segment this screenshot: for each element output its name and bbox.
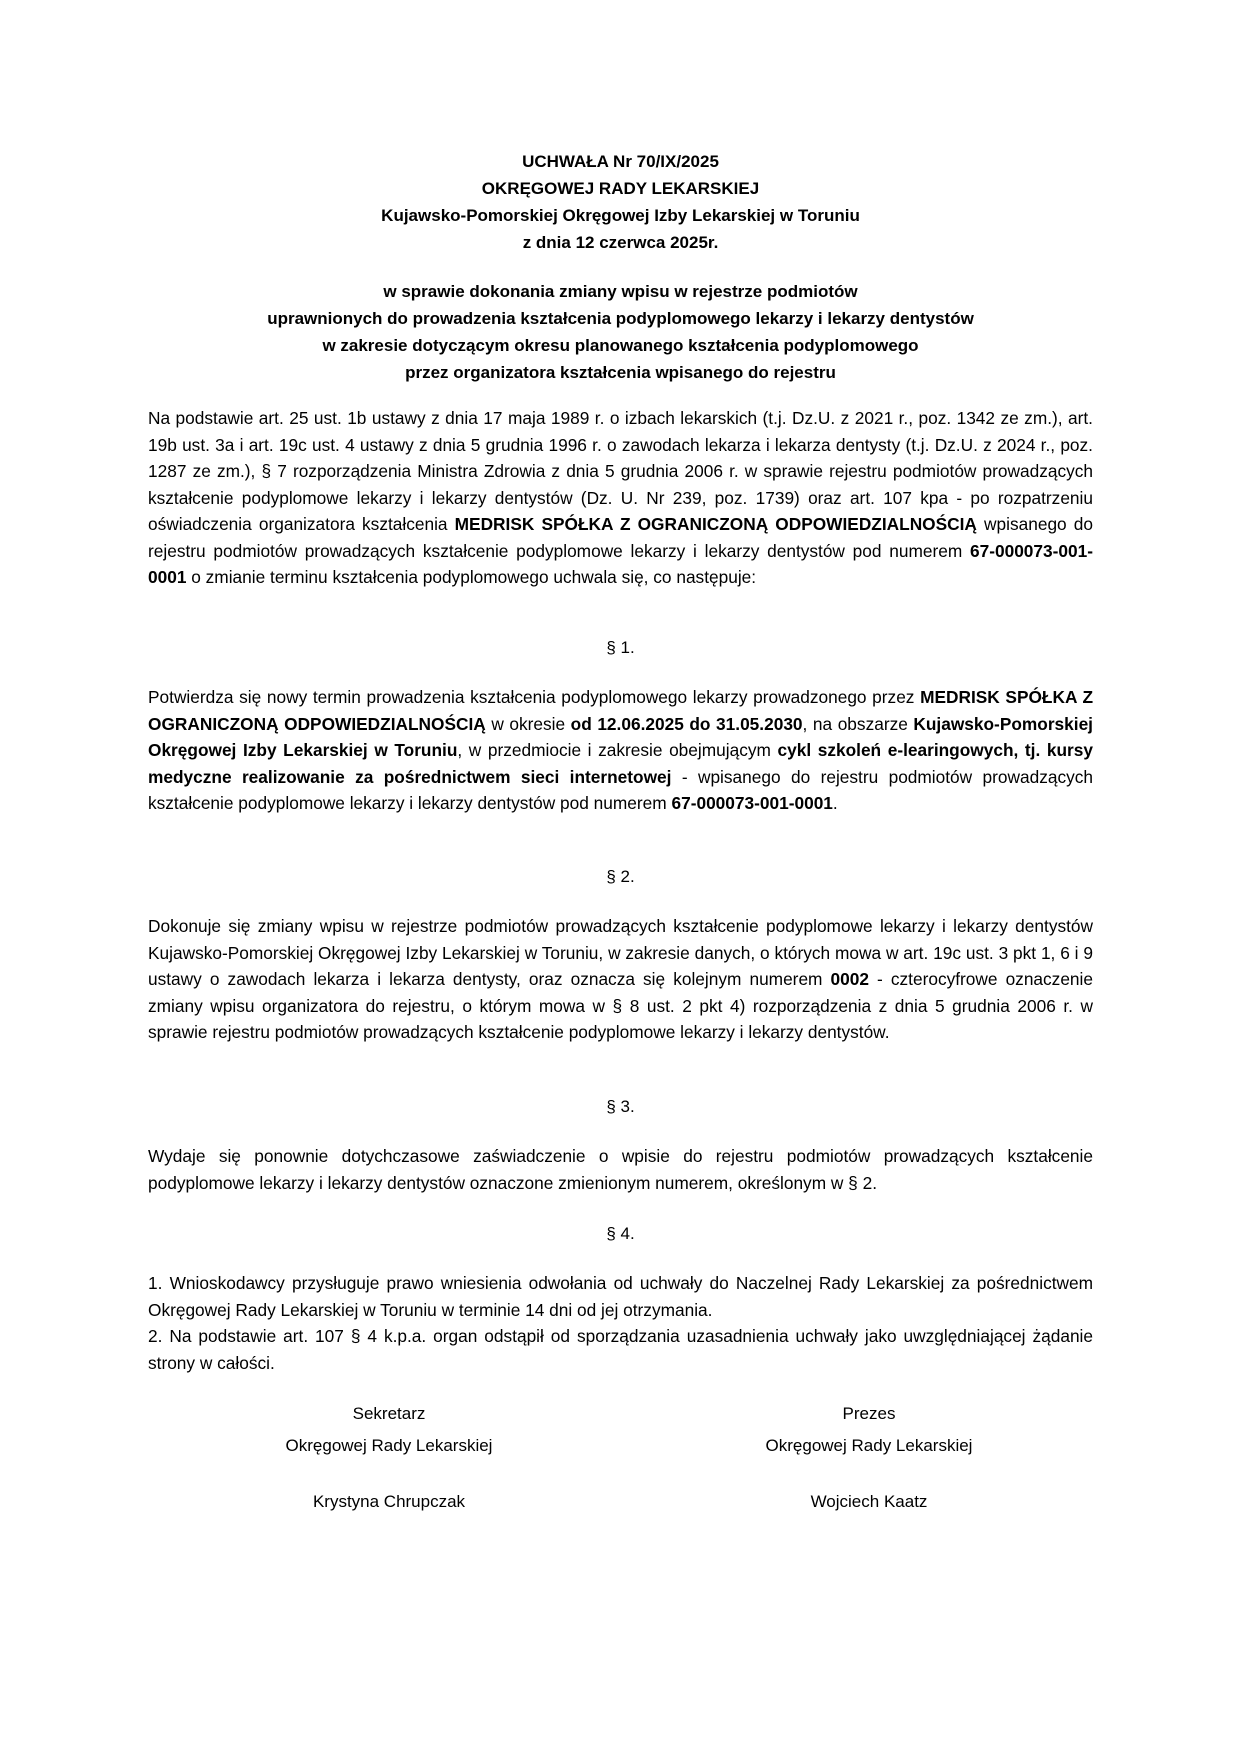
section-4-paragraph (148, 1270, 1093, 1376)
resolution-subject (0, 278, 1241, 386)
secretary-signature (189, 1398, 589, 1518)
president-name: Wojciech Kaatz (810, 1492, 928, 1511)
preamble-company-name: MEDRISK SPÓŁKA Z OGRANICZONĄ ODPOWIEDZIALNOŚCIĄ (454, 514, 977, 534)
president-title: Prezes (842, 1404, 896, 1423)
section-1-paragraph (148, 684, 1093, 817)
section-2-change-number: 0002 (830, 969, 869, 989)
section-1-area: Kujawsko-Pomorskiej Okręgowej Izby Lekarskiej w Toruniu (148, 713, 1093, 760)
section-1-text-5: - wpisanego do rejestru podmiotów prowadzących kształcenie podyplomowe lekarzy i lekarzy dentystów pod numerem (148, 766, 1093, 813)
section-4-point-1: 1. Wnioskodawcy przysługuje prawo wniesienia odwołania od uchwały do Naczelnej Rady Lekarskiej za pośrednictwem Okręgowej Rady Lekarskiej w Toruniu w terminie 14 dni od jej otrzymania. (148, 1273, 1093, 1320)
secretary-title: Sekretarz (352, 1404, 426, 1423)
section-4-label: § 4. (606, 1224, 635, 1243)
section-1-label: § 1. (606, 638, 635, 657)
preamble-text-2: wpisanego do rejestru podmiotów prowadzących kształcenie podyplomowe lekarzy i lekarzy dentystów pod numerem (148, 514, 1094, 561)
president-org: Okręgowej Rady Lekarskiej (765, 1436, 973, 1455)
president-signature (669, 1398, 1069, 1518)
section-4-point-2: 2. Na podstawie art. 107 § 4 k.p.a. organ odstąpił od sporządzania uzasadnienia uchwały jako uwzględniającej żądanie strony w całości. (148, 1326, 1093, 1373)
subject-line-2: uprawnionych do prowadzenia kształcenia podyplomowego lekarzy i lekarzy dentystów (267, 309, 974, 328)
section-1-text-4: , w przedmiocie i zakresie obejmującym (457, 740, 778, 760)
section-1-scope: cykl szkoleń e-learingowych, tj. kursy medyczne realizowanie za pośrednictwem sieci internetowej (148, 740, 1094, 787)
section-1-period: od 12.06.2025 do 31.05.2030 (570, 713, 803, 734)
resolution-number: UCHWAŁA Nr 70/IX/2025 (522, 152, 719, 171)
preamble-text-1: Na podstawie art. 25 ust. 1b ustawy z dnia 17 maja 1989 r. o izbach lekarskich (t.j. Dz.U. z 2021 r., poz. 1342 ze zm.), art. 19b ust. 3a i art. 19c ust. 4 ustawy z dnia 5 grudnia 1996 r. o zawodach lekarza i lekarza dentysty (t.j. Dz.U. z 2024 r., poz. 1287 ze zm.), § 7 rozporządzenia Ministra Zdrowia z dnia 5 grudnia 2006 r. w sprawie rejestru podmiotów prowadzących kształcenie podyplomowe lekarzy i lekarzy dentystów (Dz. U. Nr 239, poz. 1739) oraz art. 107 kpa - po rozpatrzeniu oświadczenia organizatora kształcenia (148, 408, 1093, 534)
section-1-company-name: MEDRISK SPÓŁKA Z OGRANICZONĄ ODPOWIEDZIALNOŚCIĄ (148, 687, 1093, 734)
secretary-org: Okręgowej Rady Lekarskiej (285, 1436, 493, 1455)
subject-line-3: w zakresie dotyczącym okresu planowanego kształcenia podyplomowego (322, 336, 919, 355)
section-1-text-6: . (832, 793, 838, 813)
section-1-text-2: w okresie (485, 713, 571, 734)
section-2-label: § 2. (606, 867, 635, 886)
preamble-paragraph (148, 405, 1093, 591)
section-3-paragraph: Wydaje się ponownie dotychczasowe zaświadczenie o wpisie do rejestru podmiotów prowadzących kształcenie podyplomowe lekarzy i lekarzy dentystów oznaczone zmienionym numerem, określonym w § 2. (148, 1146, 1093, 1193)
council-name: OKRĘGOWEJ RADY LEKARSKIEJ (481, 179, 760, 198)
secretary-name: Krystyna Chrupczak (312, 1492, 466, 1511)
section-1-text-1: Potwierdza się nowy termin prowadzenia kształcenia podyplomowego lekarzy prowadzonego przez (148, 687, 921, 707)
section-3-label: § 3. (606, 1097, 635, 1116)
subject-line-4: przez organizatora kształcenia wpisanego do rejestru (405, 363, 836, 382)
preamble-register-number: 67-000073-001-0001 (148, 540, 1093, 587)
section-2-paragraph (148, 913, 1093, 1046)
subject-line-1: w sprawie dokonania zmiany wpisu w rejestrze podmiotów (383, 282, 858, 301)
section-2-text-2: - czterocyfrowe oznaczenie zmiany wpisu organizatora do rejestru, o którym mowa w § 8 ust. 2 pkt 4) rozporządzenia z dnia 5 grudnia 2006 r. w sprawie rejestru podmiotów prowadzących kształcenie podyplomowe lekarzy i lekarzy dentystów. (148, 969, 1093, 1042)
chamber-name: Kujawsko-Pomorskiej Okręgowej Izby Lekarskiej w Toruniu (381, 206, 860, 225)
resolution-date: z dnia 12 czerwca 2025r. (522, 233, 719, 252)
resolution-heading (0, 148, 1241, 256)
section-1-register-number: 67-000073-001-0001 (671, 793, 833, 813)
preamble-text-3: o zmianie terminu kształcenia podyplomowego uchwala się, co następuje: (186, 567, 757, 587)
section-1-text-3: , na obszarze (802, 713, 914, 734)
section-2-text-1: Dokonuje się zmiany wpisu w rejestrze podmiotów prowadzących kształcenie podyplomowe lekarzy i lekarzy dentystów Kujawsko-Pomorskiej Okręgowej Izby Lekarskiej w Toruniu, w zakresie danych, o których mowa w art. 19c ust. 3 pkt 1, 6 i 9 ustawy o zawodach lekarza i lekarza dentysty, oraz oznacza się kolejnym numerem (148, 916, 1093, 989)
